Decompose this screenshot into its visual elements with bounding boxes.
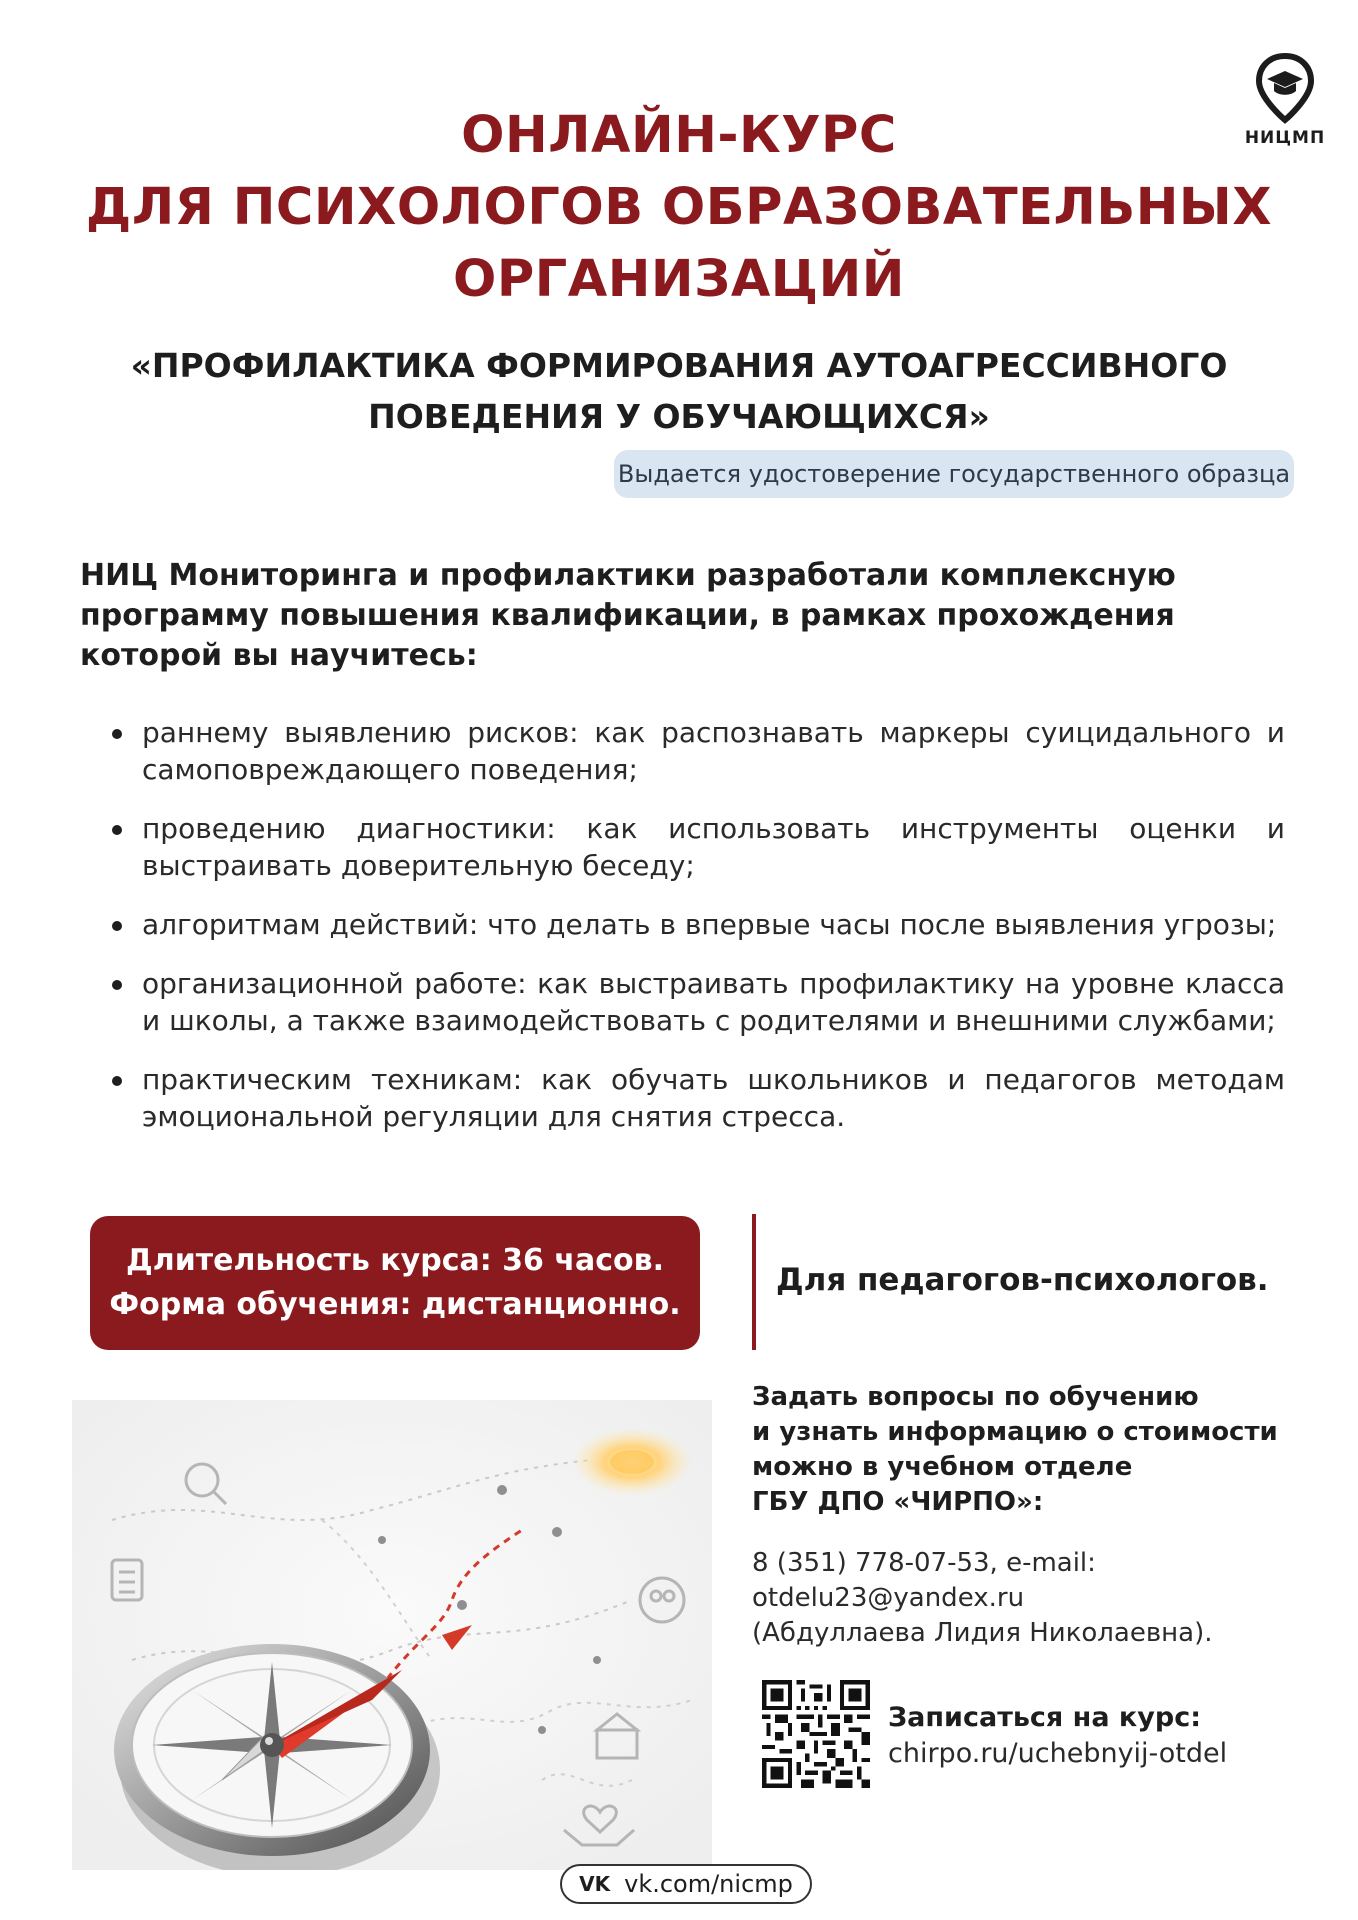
skills-list: [110, 714, 1285, 1157]
qr-code[interactable]: [762, 1680, 870, 1788]
list-item: алгоритмам действий: что делать в впервые часы после выявления угрозы;: [110, 906, 1285, 943]
list-item: проведению диагностики: как использовать инструменты оценки и выстраивать доверительную беседу;: [110, 810, 1285, 884]
vk-url: vk.com/nicmp: [624, 1870, 793, 1898]
vk-icon: VK: [579, 1872, 611, 1896]
phone-line: 8 (351) 778-07-53, e-mail:: [752, 1548, 1096, 1578]
duration-line-1: Длительность курса: 36 часов.: [126, 1243, 664, 1278]
list-item: организационной работе: как выстраивать профилактику на уровне класса и школы, а также взаимодействовать с родителями и внешними службами;: [110, 965, 1285, 1039]
contact-heading-line-2: и узнать информацию о стоимости: [752, 1417, 1278, 1447]
page-title: [60, 100, 1298, 316]
email-link[interactable]: otdelu23@yandex.ru: [752, 1583, 1025, 1613]
duration-box: [90, 1216, 700, 1350]
compass-illustration: [72, 1400, 712, 1870]
contact-heading-line-4: ГБУ ДПО «ЧИРПО»:: [752, 1487, 1044, 1517]
course-name: [80, 340, 1278, 442]
enroll-label: Записаться на курс:: [888, 1702, 1201, 1733]
audience-text: Для педагогов-психологов.: [776, 1262, 1269, 1298]
course-name-line-2: ПОВЕДЕНИЯ У ОБУЧАЮЩИХСЯ»: [368, 397, 990, 436]
vk-link[interactable]: [560, 1864, 812, 1904]
contact-heading: [752, 1380, 1312, 1520]
course-name-line-1: «ПРОФИЛАКТИКА ФОРМИРОВАНИЯ АУТОАГРЕССИВНОГО: [130, 346, 1228, 385]
enroll-link[interactable]: chirpo.ru/uchebnyij-otdel: [888, 1738, 1228, 1769]
title-line-3: ОРГАНИЗАЦИЙ: [453, 250, 905, 309]
logo-text: НИЦМП: [1244, 128, 1326, 148]
list-item: практическим техникам: как обучать школьников и педагогов методам эмоциональной регуляции для снятия стресса.: [110, 1061, 1285, 1135]
contact-person: (Абдуллаева Лидия Николаевна).: [752, 1618, 1213, 1648]
intro-text: НИЦ Мониторинга и профилактики разработали комплексную программу повышения квалификации, в рамках прохождения которой вы научитесь:: [80, 558, 1176, 673]
contact-details: [752, 1546, 1312, 1651]
contact-heading-line-1: Задать вопросы по обучению: [752, 1382, 1199, 1412]
accent-divider: [752, 1214, 756, 1350]
list-item: раннему выявлению рисков: как распознавать маркеры суицидального и самоповреждающего поведения;: [110, 714, 1285, 788]
certificate-badge: Выдается удостоверение государственного образца: [614, 450, 1294, 498]
title-line-1: ОНЛАЙН-КУРС: [461, 106, 897, 165]
duration-line-2: Форма обучения: дистанционно.: [109, 1287, 681, 1322]
contact-heading-line-3: можно в учебном отделе: [752, 1452, 1133, 1482]
title-line-2: ДЛЯ ПСИХОЛОГОВ ОБРАЗОВАТЕЛЬНЫХ: [85, 178, 1273, 237]
